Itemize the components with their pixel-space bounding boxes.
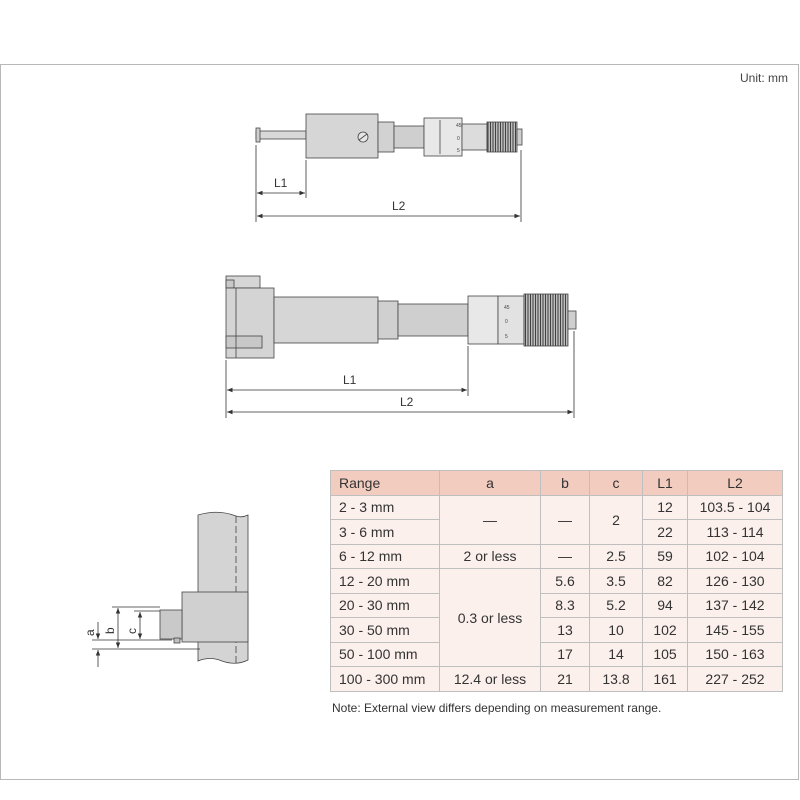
cell-range: 50 - 100 mm: [331, 642, 440, 667]
cell-a: 0.3 or less: [440, 569, 541, 667]
cell-b: —: [541, 495, 590, 544]
micrometer-small: [256, 114, 522, 158]
cell-b: 21: [541, 667, 590, 692]
svg-text:5: 5: [457, 148, 460, 154]
table-row: [331, 642, 783, 667]
dim-label-l2: L2: [392, 199, 406, 213]
dim-label-l1: L1: [343, 373, 357, 387]
table-row: [331, 495, 783, 520]
cell-l2: 145 - 155: [688, 618, 783, 643]
cell-l2: 126 - 130: [688, 569, 783, 594]
cell-l1: 59: [643, 544, 688, 569]
table-row: [331, 618, 783, 643]
cell-c: 13.8: [590, 667, 643, 692]
cell-range: 20 - 30 mm: [331, 593, 440, 618]
header-range: Range: [331, 471, 440, 496]
cell-l2: 137 - 142: [688, 593, 783, 618]
micrometer-large: [226, 276, 576, 358]
spec-table: [330, 470, 783, 692]
table-header-row: [331, 471, 783, 496]
header-l2: L2: [688, 471, 783, 496]
table-row: [331, 569, 783, 594]
cell-c: 14: [590, 642, 643, 667]
table-row: [331, 667, 783, 692]
svg-text:0: 0: [505, 319, 508, 325]
contact-detail: [160, 512, 248, 664]
cell-a: 2 or less: [440, 544, 541, 569]
cell-l2: 103.5 - 104: [688, 495, 783, 520]
cell-range: 2 - 3 mm: [331, 495, 440, 520]
detail-label-a: a: [83, 629, 97, 636]
cell-l1: 161: [643, 667, 688, 692]
cell-c: 3.5: [590, 569, 643, 594]
table-row: [331, 544, 783, 569]
unit-label: Unit: mm: [740, 71, 788, 85]
cell-l2: 102 - 104: [688, 544, 783, 569]
dimension-lines-1: [256, 145, 521, 222]
header-b: b: [541, 471, 590, 496]
dim-label-l2: L2: [400, 395, 414, 409]
table-row: [331, 593, 783, 618]
cell-range: 12 - 20 mm: [331, 569, 440, 594]
detail-label-b: b: [103, 627, 117, 634]
svg-text:0: 0: [457, 136, 460, 142]
cell-b: 8.3: [541, 593, 590, 618]
cell-l1: 12: [643, 495, 688, 520]
cell-l2: 113 - 114: [688, 520, 783, 545]
header-a: a: [440, 471, 541, 496]
cell-range: 100 - 300 mm: [331, 667, 440, 692]
cell-b: 17: [541, 642, 590, 667]
cell-c: 10: [590, 618, 643, 643]
cell-b: 5.6: [541, 569, 590, 594]
footnote: Note: External view differs depending on measurement range.: [332, 701, 662, 715]
cell-l2: 150 - 163: [688, 642, 783, 667]
cell-b: —: [541, 544, 590, 569]
cell-l1: 82: [643, 569, 688, 594]
cell-l1: 94: [643, 593, 688, 618]
cell-l1: 22: [643, 520, 688, 545]
cell-c: 5.2: [590, 593, 643, 618]
cell-l1: 105: [643, 642, 688, 667]
cell-l1: 102: [643, 618, 688, 643]
cell-range: 6 - 12 mm: [331, 544, 440, 569]
cell-a: —: [440, 495, 541, 544]
svg-text:5: 5: [505, 334, 508, 340]
svg-text:45: 45: [504, 305, 510, 311]
cell-c: 2: [590, 495, 643, 544]
header-l1: L1: [643, 471, 688, 496]
cell-range: 3 - 6 mm: [331, 520, 440, 545]
cell-a: 12.4 or less: [440, 667, 541, 692]
header-c: c: [590, 471, 643, 496]
detail-label-c: c: [125, 628, 139, 634]
dim-label-l1: L1: [274, 176, 288, 190]
cell-l2: 227 - 252: [688, 667, 783, 692]
cell-range: 30 - 50 mm: [331, 618, 440, 643]
cell-b: 13: [541, 618, 590, 643]
cell-c: 2.5: [590, 544, 643, 569]
svg-text:45: 45: [456, 123, 462, 129]
